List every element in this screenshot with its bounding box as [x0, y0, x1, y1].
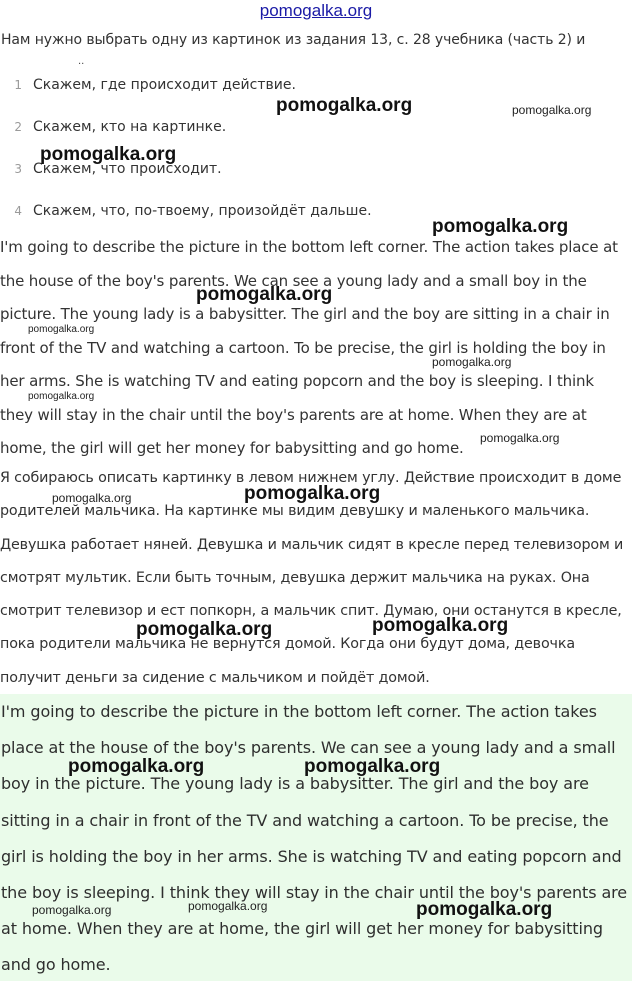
watermark: pomogalka.org — [244, 483, 381, 504]
step-number: 3 — [14, 162, 22, 176]
step-number: 2 — [14, 120, 22, 134]
answer-box — [0, 694, 632, 981]
step-item-4 — [0, 203, 372, 219]
watermark: pomogalka.org — [416, 899, 553, 920]
site-logo-link[interactable]: pomogalka.org — [259, 1, 373, 20]
step-text: Скажем, что происходит. — [33, 161, 222, 177]
step-item-2 — [0, 119, 226, 135]
step-number: 1 — [14, 78, 22, 92]
watermark: pomogalka.org — [432, 216, 569, 237]
intro-ellipsis: .. — [78, 56, 85, 67]
watermark: pomogalka.org — [136, 619, 273, 640]
watermark: pomogalka.org — [68, 756, 205, 777]
watermark: pomogalka.org — [372, 615, 509, 636]
watermark: pomogalka.org — [276, 95, 413, 116]
russian-paragraph: Я собираюсь описать картинку в левом нижнем углу. Действие происходит в доме родителей мальчика. На картинке мы видим девушку и маленького мальчика. Девушка работает няней. Девушка и мальчик сидят в кресле перед телевизором и смотрят мультик. Если быть точным, девушка держит мальчика на руках. Она смотрит телевизор и ест попкорн, а мальчик спит. Думаю, они останутся в кресле, пока родители мальчика не вернутся домой. Когда они будут дома, девочка получит деньги за сидение с мальчиком и пойдёт домой. — [0, 470, 624, 686]
watermark: pomogalka.org — [28, 324, 95, 335]
watermark: pomogalka.org — [52, 491, 132, 505]
step-text: Скажем, кто на картинке. — [33, 119, 227, 135]
watermark: pomogalka.org — [432, 355, 512, 369]
step-item-3 — [0, 161, 222, 177]
intro-text: Нам нужно выбрать одну из картинок из задания 13, с. 28 учебника (часть 2) и — [1, 32, 586, 48]
step-text: Скажем, где происходит действие. — [33, 77, 296, 93]
watermark: pomogalka.org — [188, 899, 268, 913]
watermark: pomogalka.org — [304, 756, 441, 777]
watermark: pomogalka.org — [196, 284, 333, 305]
step-number: 4 — [14, 204, 22, 218]
step-text: Скажем, что, по-твоему, произойдёт дальше. — [33, 203, 372, 219]
watermark: pomogalka.org — [28, 391, 95, 402]
watermark: pomogalka.org — [480, 431, 560, 445]
answer-paragraph: I'm going to describe the picture in the bottom left corner. The action takes place at the house of the boy's parents. We can see a young lady and a small boy in the picture. The young lady is a babysitter. The girl and the boy are sitting in a chair in front of the TV and watching a cartoon. To be precise, the girl is holding the boy in her arms. She is watching TV and eating popcorn and the boy is sleeping. I think they will stay in the chair until the boy's parents are at home. When they are at home, the girl will get her money for babysitting and go home. — [1, 702, 628, 975]
watermark: pomogalka.org — [512, 103, 592, 117]
watermark: pomogalka.org — [32, 903, 112, 917]
watermark: pomogalka.org — [40, 144, 177, 165]
step-item-1 — [0, 77, 296, 93]
english-paragraph: I'm going to describe the picture in the bottom left corner. The action takes place at the house of the boy's parents. We can see a young lady and a small boy in the picture. The young lady is a babysitter. The girl and the boy are sitting in a chair in front of the TV and watching a cartoon. To be precise, the girl is holding the boy in her arms. She is watching TV and eating popcorn and the boy is sleeping. I think they will stay in the chair until the boy's parents are at home. When they are at home, the girl will get her money for babysitting and go home. — [0, 238, 618, 457]
